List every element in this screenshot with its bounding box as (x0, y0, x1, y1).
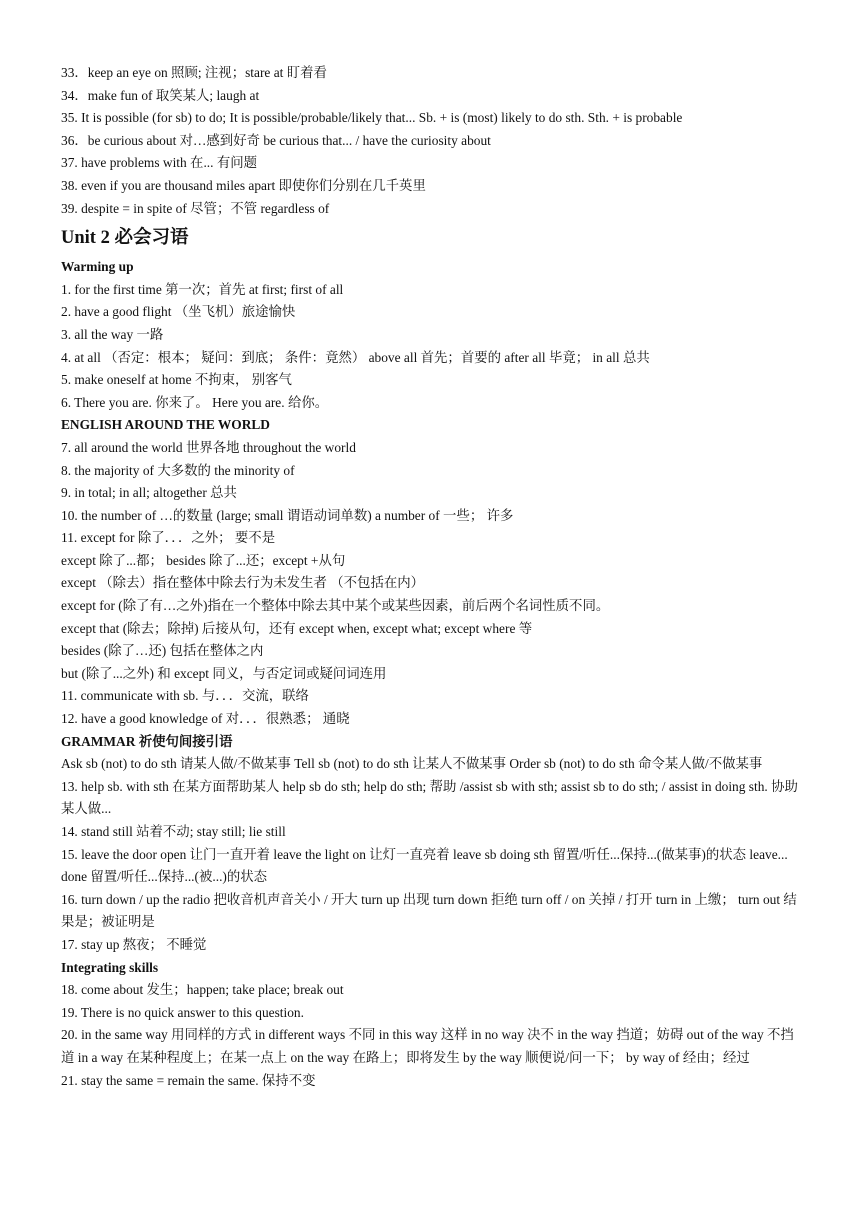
list-item: 20. in the same way 用同样的方式 in different ways 不同 in this way 这样 in no way 决不 in the way 挡道；妨碍 out of the way 不挡道 in a way 在某种程度上；在某一点上 on the way 在路上；即将发生 by the way 顺便说/问一下； by way of 经由；经过 (61, 1027, 794, 1065)
document-page (61, 62, 803, 1092)
list-item: 34．make fun of 取笑某人; laugh at (61, 87, 260, 103)
list-item: but (除了...之外) 和 except 同义，与否定词或疑问词连用 (61, 665, 387, 681)
previous-unit-list (61, 62, 803, 220)
list-item: except for (除了有…之外)指在一个整体中除去其中某个或某些因素，前后两个名词性质不同。 (61, 598, 610, 614)
list-item: 38. even if you are thousand miles apart 即使你们分别在几千英里 (61, 177, 426, 193)
list-item: 35. It is possible (for sb) to do; It is possible/probable/likely that... Sb. + is (most) likely to do sth. Sth. + is probable (61, 110, 683, 126)
list-item: 13. help sb. with sth 在某方面帮助某人 help sb do sth; help do sth; 帮助 /assist sb with sth; assist sb to do sth; / assist in doing sth. 协助某人做... (61, 778, 798, 817)
list-item: 12. have a good knowledge of 对．．．很熟悉； 通晓 (61, 711, 350, 727)
list-item: 9. in total; in all; altogether 总共 (61, 485, 237, 501)
list-item: 3. all the way 一路 (61, 326, 164, 342)
list-item: 11. except for 除了．．．之外； 要不是 (61, 530, 276, 546)
list-item: 21. stay the same = remain the same. 保持不变 (61, 1072, 316, 1088)
list-item: 14. stand still 站着不动; stay still; lie still (61, 824, 286, 839)
list-item: 33．keep an eye on 照顾; 注视；stare at 盯着看 (61, 65, 327, 80)
section-heading: Warming up (61, 259, 134, 275)
list-item: 4. at all （否定：根本； 疑问：到底； 条件：竟然） above all 首先；首要的 after all 毕竟； in all 总共 (61, 349, 650, 365)
list-item: 6. There you are. 你来了。 Here you are. 给你。 (61, 394, 329, 410)
list-item: except （除去）指在整体中除去行为未发生者 （不包括在内） (61, 575, 425, 591)
section-heading: GRAMMAR 祈使句间接引语 (61, 733, 233, 749)
list-item: 39. despite = in spite of 尽管；不管 regardless of (61, 200, 330, 216)
list-item: except that (除去；除掉) 后接从句，还有 except when, except what; except where 等 (61, 620, 533, 636)
section-heading: Integrating skills (61, 959, 159, 975)
unit-title: Unit 2 必会习语 (61, 228, 189, 249)
list-item: 1. for the first time 第一次；首先 at first; first of all (61, 281, 344, 297)
list-item: 19. There is no quick answer to this question. (61, 1004, 304, 1020)
list-item: 18. come about 发生；happen; take place; break out (61, 982, 344, 998)
list-item: Ask sb (not) to do sth 请某人做/不做某事 Tell sb (not) to do sth 让某人不做某事 Order sb (not) to do sth 命令某人做/不做某事 (61, 756, 763, 772)
list-item: 17. stay up 熬夜； 不睡觉 (61, 936, 207, 952)
list-item: 5. make oneself at home 不拘束， 别客气 (61, 372, 292, 388)
unit-2-list (61, 256, 803, 1092)
list-item: 10. the number of …的数量 (large; small 谓语动词单数) a number of 一些； 许多 (61, 507, 514, 523)
list-item: 16. turn down / up the radio 把收音机声音关小 / 开大 turn up 出现 turn down 拒绝 turn off / on 关掉 / 打开 turn in 上缴； turn out 结果是；被证明是 (61, 891, 797, 930)
list-item: 15. leave the door open 让门一直开着 leave the light on 让灯一直亮着 leave sb doing sth 留置/听任...保持...(做某事)的状态 leave... done 留置/听任...保持...(被...)的状态 (61, 846, 788, 885)
list-item: 2. have a good flight （坐飞机）旅途愉快 (61, 304, 296, 320)
section-heading: ENGLISH AROUND THE WORLD (61, 417, 270, 433)
list-item: 36．be curious about 对…感到好奇 be curious that... / have the curiosity about (61, 132, 491, 148)
list-item: 11. communicate with sb. 与．．．交流，联络 (61, 688, 309, 704)
list-item: 37. have problems with 在... 有问题 (61, 155, 258, 171)
list-item: 7. all around the world 世界各地 throughout the world (61, 439, 356, 455)
list-item: 8. the majority of 大多数的 the minority of (61, 462, 295, 478)
list-item: besides (除了…还) 包括在整体之内 (61, 643, 264, 659)
list-item: except 除了...都； besides 除了...还；except +从句 (61, 552, 346, 568)
